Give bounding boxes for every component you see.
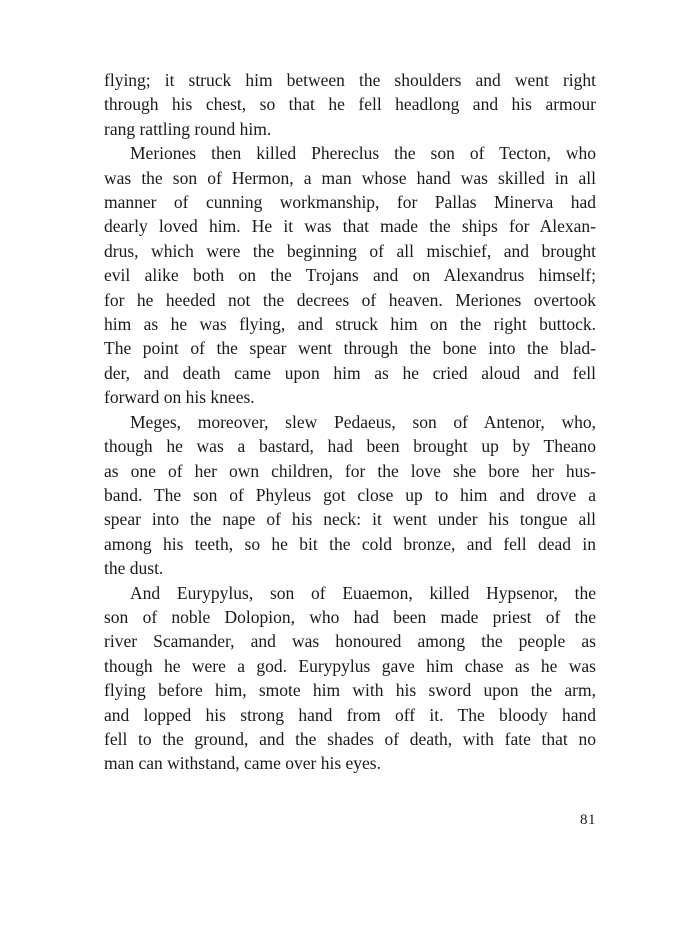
paragraph	[104, 410, 596, 581]
text-line: as one of her own children, for the love she bore her hus-	[104, 460, 596, 481]
text-line: rang rattling round him.	[104, 118, 272, 139]
text-line: dearly loved him. He it was that made the ships for Alexan-	[104, 216, 596, 237]
text-line: Meges, moreover, slew Pedaeus, son of Antenor, who,	[130, 411, 596, 432]
text-line: evil alike both on the Trojans and on Alexandrus himself;	[104, 265, 596, 286]
paragraph	[104, 581, 596, 776]
page-text-block	[104, 68, 596, 776]
text-line: spear into the nape of his neck: it went under his tongue all	[104, 509, 596, 530]
paragraph	[104, 141, 596, 409]
text-line: manner of cunning workmanship, for Pallas Minerva had	[104, 192, 596, 213]
text-line: the dust.	[104, 558, 164, 579]
text-line: though he were a god. Eurypylus gave him chase as he was	[104, 655, 596, 676]
text-line: was the son of Hermon, a man whose hand was skilled in all	[104, 167, 596, 188]
text-line: among his teeth, so he bit the cold bronze, and fell dead in	[104, 533, 596, 554]
text-line: son of noble Dolopion, who had been made priest of the	[104, 606, 596, 627]
text-line: der, and death came upon him as he cried aloud and fell	[104, 362, 596, 383]
text-line: man can withstand, came over his eyes.	[104, 753, 381, 774]
text-line: fell to the ground, and the shades of death, with fate that no	[104, 728, 596, 749]
text-line: And Eurypylus, son of Euaemon, killed Hypsenor, the	[130, 582, 596, 603]
text-line: flying before him, smote him with his sword upon the arm,	[104, 680, 596, 701]
text-line: band. The son of Phyleus got close up to him and drove a	[104, 484, 596, 505]
text-line: The point of the spear went through the bone into the blad-	[104, 338, 596, 359]
paragraph	[104, 68, 596, 141]
text-line: Meriones then killed Phereclus the son of Tecton, who	[130, 143, 596, 164]
text-line: through his chest, so that he fell headlong and his armour	[104, 94, 596, 115]
text-line: him as he was flying, and struck him on the right buttock.	[104, 314, 596, 335]
page-number: 81	[580, 812, 596, 828]
text-line: river Scamander, and was honoured among the people as	[104, 631, 596, 652]
text-line: though he was a bastard, had been brought up by Theano	[104, 436, 596, 457]
text-line: forward on his knees.	[104, 387, 255, 408]
text-line: flying; it struck him between the shoulders and went right	[104, 70, 596, 90]
text-line: and lopped his strong hand from off it. The bloody hand	[104, 704, 596, 725]
text-line: drus, which were the beginning of all mischief, and brought	[104, 240, 596, 261]
text-line: for he heeded not the decrees of heaven. Meriones overtook	[104, 289, 596, 310]
